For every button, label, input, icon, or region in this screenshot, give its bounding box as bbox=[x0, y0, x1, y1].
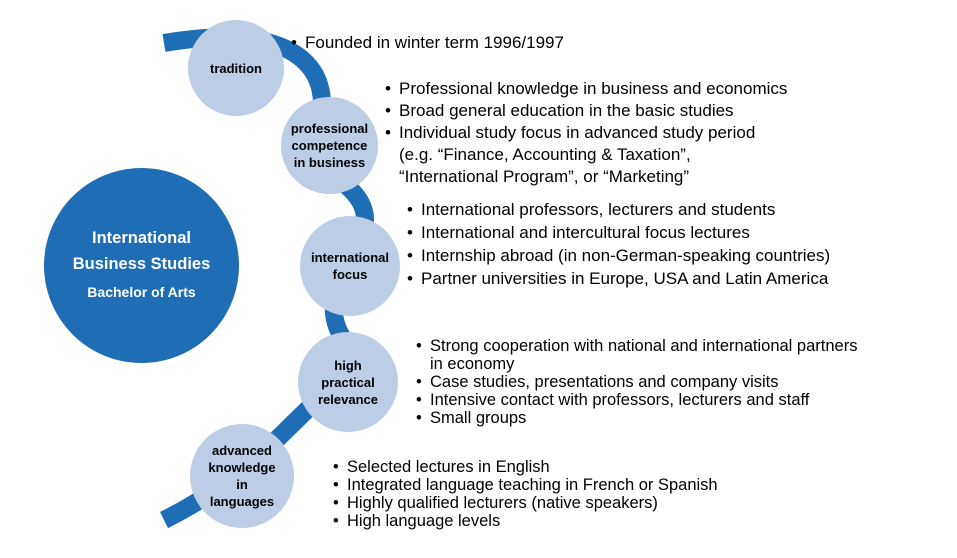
program-title-line2: Business Studies bbox=[72, 255, 211, 273]
node-tradition bbox=[188, 20, 284, 116]
node-label: professional bbox=[290, 121, 369, 136]
node-label: in business bbox=[293, 155, 366, 170]
node-label: high bbox=[334, 357, 362, 373]
bullet-item: • Founded in winter term 1996/1997 bbox=[291, 32, 564, 54]
tradition-bullets bbox=[291, 32, 564, 54]
node-label: relevance bbox=[318, 391, 378, 407]
bullet-item: • Partner universities in Europe, USA and Latin America bbox=[407, 267, 927, 290]
bullet-item: • Individual study focus in advanced study period (e.g. “Finance, Accounting & Taxation”, “International Program”, or “Marketing” bbox=[385, 122, 779, 188]
bullet-item: • Integrated language teaching in French or Spanish bbox=[333, 476, 803, 494]
node-label: practical bbox=[321, 374, 375, 390]
node-label: knowledge bbox=[208, 460, 276, 475]
node-label: international bbox=[310, 250, 389, 265]
node-label: tradition bbox=[210, 60, 262, 76]
bullet-item: • Small groups bbox=[416, 409, 886, 427]
bullet-item: • International and intercultural focus lectures bbox=[407, 221, 927, 244]
bullet-item: • Professional knowledge in business and economics bbox=[385, 78, 845, 100]
node-international-focus bbox=[300, 216, 400, 316]
bullet-item: • Highly qualified lecturers (native speakers) bbox=[333, 494, 803, 512]
bullet-item: • Case studies, presentations and company visits bbox=[416, 373, 886, 391]
program-circle bbox=[44, 168, 239, 363]
languages-bullets bbox=[333, 458, 803, 530]
bullet-item: • International professors, lecturers and students bbox=[407, 198, 927, 221]
bullet-item: • Selected lectures in English bbox=[333, 458, 803, 476]
bullet-item: • Intensive contact with professors, lecturers and staff bbox=[416, 391, 886, 409]
node-high-practical-relevance bbox=[298, 332, 398, 432]
node-label: focus bbox=[332, 267, 368, 282]
international-focus-bullets bbox=[407, 198, 927, 290]
bullet-item: • Internship abroad (in non-German-speaking countries) bbox=[407, 244, 927, 267]
practical-relevance-bullets bbox=[416, 337, 886, 427]
bullet-item: • Strong cooperation with national and international partners in economy bbox=[416, 337, 860, 373]
node-label: advanced bbox=[212, 443, 272, 458]
node-label: competence bbox=[291, 138, 368, 153]
professional-competence-bullets bbox=[385, 78, 845, 188]
node-label: languages bbox=[209, 494, 275, 509]
node-advanced-languages bbox=[190, 424, 294, 528]
node-professional-competence bbox=[281, 97, 378, 194]
bullet-item: • Broad general education in the basic studies bbox=[385, 100, 845, 122]
program-title-line1: International bbox=[91, 229, 191, 247]
node-label: in bbox=[236, 477, 248, 492]
program-degree: Bachelor of Arts bbox=[87, 284, 196, 300]
bullet-item: • High language levels bbox=[333, 512, 803, 530]
